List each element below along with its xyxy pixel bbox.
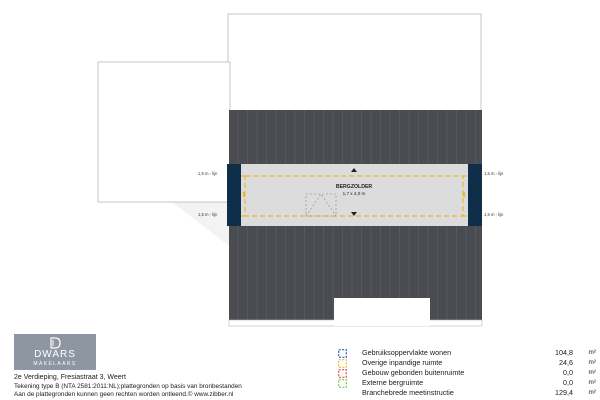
legend-value: 0,0 xyxy=(563,368,573,377)
legend-unit: m² xyxy=(588,359,596,366)
legend-row xyxy=(338,358,600,368)
legend-label: Gebouw gebonden buitenruimte xyxy=(362,368,465,377)
roof-opening xyxy=(334,298,430,326)
legend-value: 24,6 xyxy=(559,358,573,367)
legend-value: 0,0 xyxy=(563,378,573,387)
logo-d-icon xyxy=(48,336,62,350)
height-label-top-left: 1,5 m - lijn xyxy=(198,171,218,176)
dormer-left xyxy=(227,164,241,226)
legend-label: Overige inpandige ruimte xyxy=(362,358,443,367)
legend-swatch-icon xyxy=(338,369,347,378)
legend-swatch-icon xyxy=(338,379,347,388)
legend-label: Branchebrede meetinstructie xyxy=(362,388,454,397)
dormer-right xyxy=(468,164,482,226)
legend-row xyxy=(338,378,600,388)
legend-unit: m² xyxy=(588,379,596,386)
address: 2e Verdieping, Fresiastraat 3, Weert xyxy=(14,374,126,381)
building-outline-left xyxy=(98,62,230,202)
room-name: BERGZOLDER xyxy=(335,184,373,190)
marker-left xyxy=(243,192,245,197)
building-outline-top xyxy=(228,14,481,112)
room-size: 1,7 x 4,0 m xyxy=(342,191,366,196)
legend-row xyxy=(338,348,600,358)
legend-label: Gebruiksoppervlakte wonen xyxy=(362,348,452,357)
logo-subtitle: MAKELAARS xyxy=(33,361,77,367)
drawing-type: Tekening type B (NTA 2581:2011:NL);plattegronden op basis van bronbestanden xyxy=(14,383,242,390)
logo-name: DWARS xyxy=(34,349,76,360)
height-label-bottom-right: 1,5 m - lijn xyxy=(484,212,504,217)
legend-unit: m² xyxy=(588,389,596,396)
marker-right xyxy=(463,192,465,197)
legend-unit: m² xyxy=(588,349,596,356)
legend-total-row xyxy=(338,388,600,398)
height-label-top-right: 1,5 m - lijn xyxy=(484,171,504,176)
legend-swatch-icon xyxy=(338,359,347,368)
legend-value: 129,4 xyxy=(555,388,573,397)
legend-unit: m² xyxy=(588,369,596,376)
disclaimer: Aan de plattegronden kunnen geen rechten worden ontleend.© www.zibber.nl xyxy=(14,391,234,398)
legend-row xyxy=(338,368,600,378)
legend-swatch-icon xyxy=(338,349,347,358)
legend-label: Externe bergruimte xyxy=(362,378,424,387)
height-label-bottom-left: 1,5 m - lijn xyxy=(198,212,218,217)
legend-value: 104,8 xyxy=(555,348,573,357)
area-legend xyxy=(338,348,600,398)
company-logo xyxy=(14,334,96,370)
